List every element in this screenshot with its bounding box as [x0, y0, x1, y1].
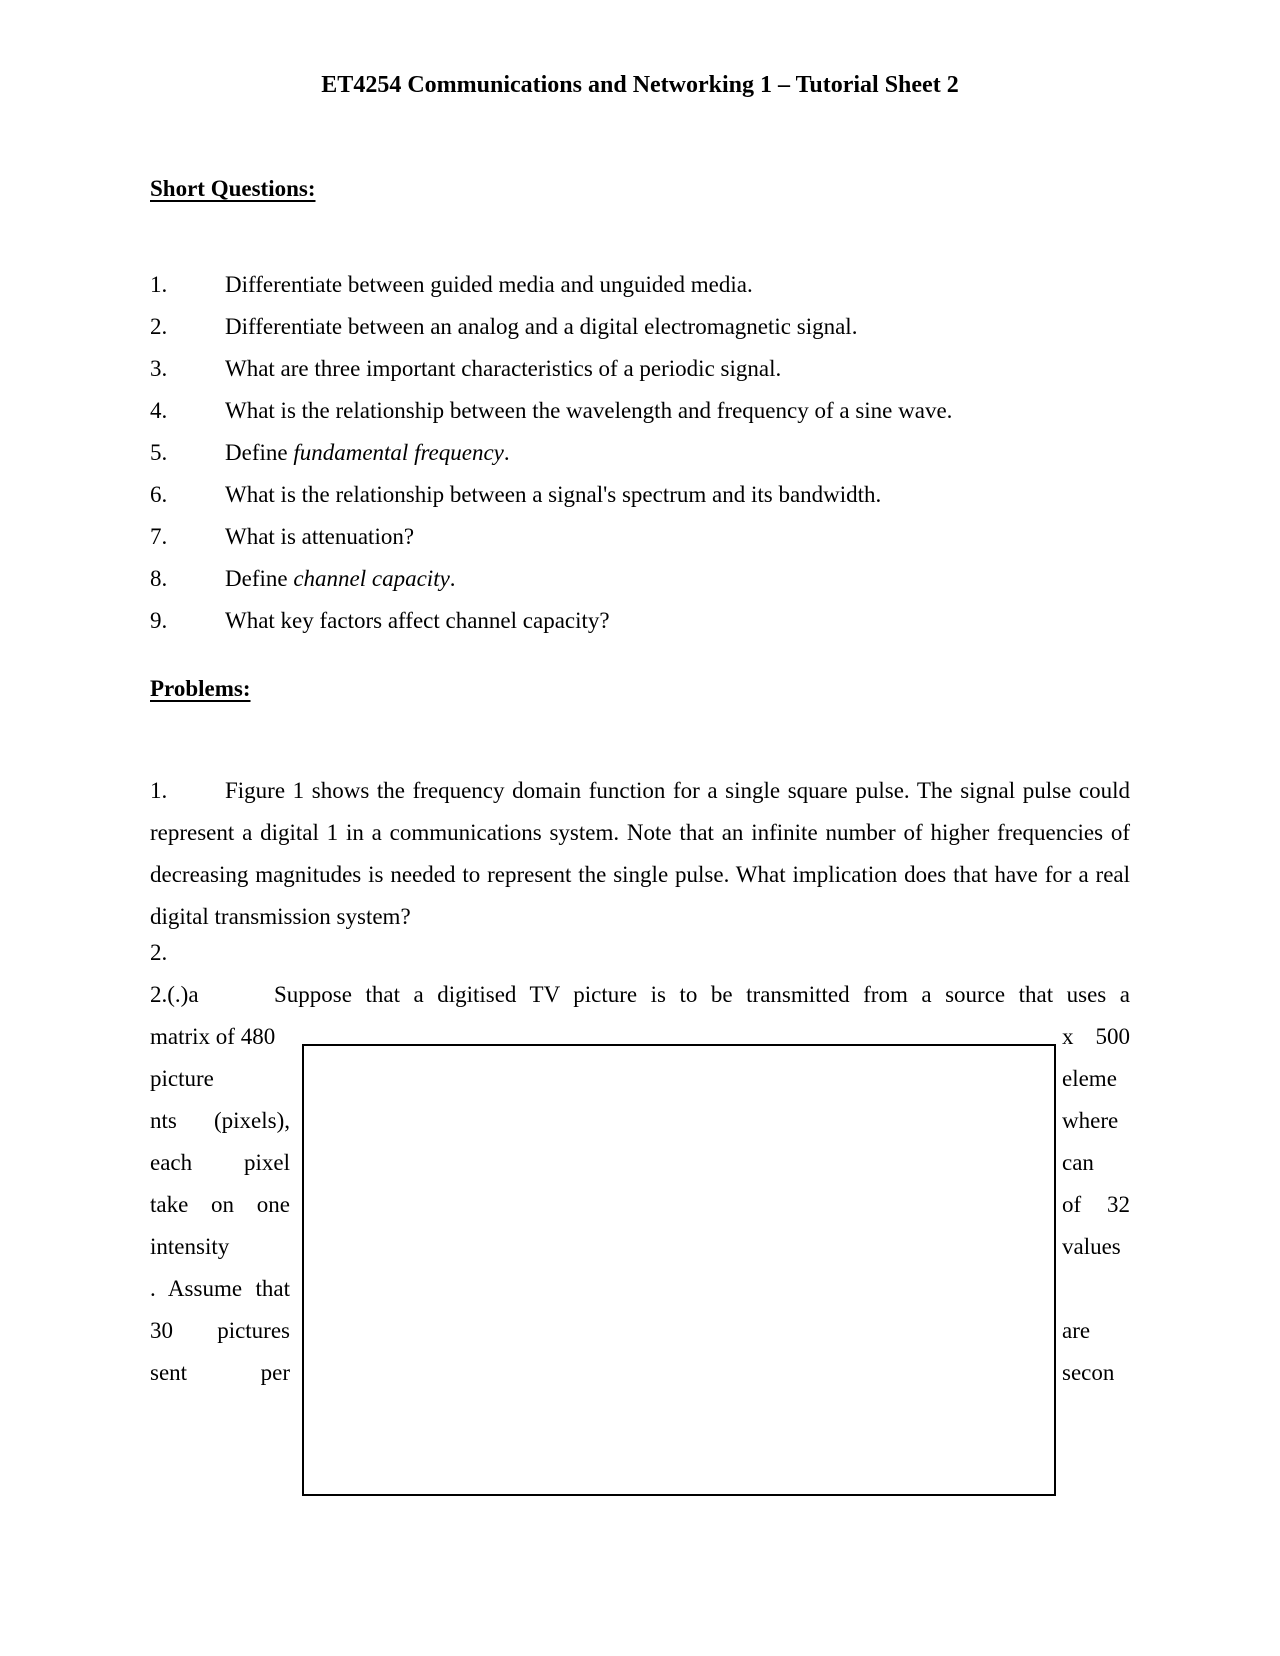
question-text: Differentiate between an analog and a digital electromagnetic signal. [225, 314, 858, 339]
question-text-suffix: . [503, 440, 510, 465]
list-item [150, 438, 1150, 480]
question-text: What is the relationship between the wavelength and frequency of a sine wave. [225, 398, 953, 423]
text-line: picture [150, 1066, 214, 1091]
short-questions-list [150, 270, 1150, 648]
question-term: channel capacity [293, 566, 450, 591]
text-line: x 500 [1062, 1024, 1130, 1049]
problem-number: 1. [150, 778, 168, 803]
text-line: intensity [150, 1234, 230, 1259]
wrapped-text-left [150, 1022, 290, 1400]
problem-text: Suppose that a digitised TV picture is to be transmitted from a source that uses a [274, 982, 1130, 1007]
question-number: 3. [150, 356, 168, 381]
problem-text: Figure 1 shows the frequency domain function for a single square pulse. The signal pulse could represent a digital 1 in a communications system. Note that an infinite number of higher frequencies of decreasing magnitudes is needed to represent the single pulse. What implication does that have for a real digital transmission system? [150, 778, 1130, 929]
problem-number: 2.(.)a [150, 982, 199, 1007]
list-item [150, 354, 1150, 396]
text-line: each pixel [150, 1150, 290, 1175]
list-item [150, 480, 1150, 522]
question-text: What is attenuation? [225, 524, 415, 549]
problem-1 [150, 770, 1130, 938]
text-line [1062, 1274, 1130, 1316]
question-number: 8. [150, 566, 168, 591]
text-line: sent per [150, 1360, 290, 1385]
text-line: secon [1062, 1360, 1115, 1385]
question-number: 5. [150, 440, 168, 465]
question-text-prefix: Define [225, 566, 294, 591]
question-number: 2. [150, 314, 168, 339]
list-item [150, 396, 1150, 438]
list-item [150, 564, 1150, 606]
text-line: . Assume that [150, 1276, 290, 1301]
list-item [150, 606, 1150, 648]
question-number: 4. [150, 398, 168, 423]
text-line: values [1062, 1234, 1121, 1259]
list-item [150, 522, 1150, 564]
question-number: 7. [150, 524, 168, 549]
question-text-prefix: Define [225, 440, 294, 465]
question-text: What is the relationship between a signal's spectrum and its bandwidth. [225, 482, 882, 507]
question-number: 6. [150, 482, 168, 507]
short-questions-heading: Short Questions: [150, 176, 316, 201]
question-number: 9. [150, 608, 168, 633]
question-text [225, 564, 456, 594]
question-text: Differentiate between guided media and unguided media. [225, 272, 753, 297]
question-text [225, 438, 510, 468]
problem-2a-first-line [150, 980, 1130, 1010]
text-line: can [1062, 1150, 1094, 1175]
page-title: ET4254 Communications and Networking 1 – Tutorial Sheet 2 [321, 72, 959, 98]
question-text: What are three important characteristics of a periodic signal. [225, 356, 782, 381]
text-line: are [1062, 1318, 1091, 1343]
question-term: fundamental frequency [293, 440, 504, 465]
list-item [150, 312, 1150, 354]
text-line: eleme [1062, 1066, 1117, 1091]
figure-placeholder [302, 1044, 1056, 1496]
question-text: What key factors affect channel capacity? [225, 608, 610, 633]
list-item [150, 270, 1150, 312]
problems-heading: Problems: [150, 676, 251, 701]
text-line: take on one [150, 1192, 290, 1217]
text-line: where [1062, 1108, 1119, 1133]
text-line: nts (pixels), [150, 1108, 290, 1133]
text-line: matrix of 480 [150, 1024, 276, 1049]
problem-2-number: 2. [150, 940, 168, 965]
text-line: 30 pictures [150, 1318, 290, 1343]
question-number: 1. [150, 272, 168, 297]
wrapped-text-right [1062, 1022, 1130, 1400]
question-text-suffix: . [449, 566, 456, 591]
text-line: of 32 [1062, 1192, 1130, 1217]
